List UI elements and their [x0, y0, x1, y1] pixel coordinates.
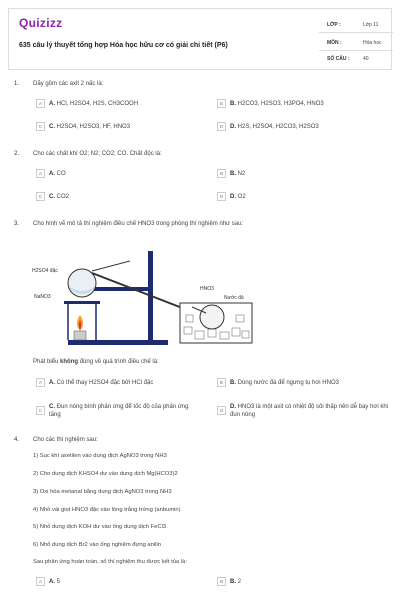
document-title: 635 câu lý thuyết tổng hợp Hóa học hữu cơ có giải chi tiết (P6)	[19, 42, 228, 49]
option-value: Có thể thay H2SO4 đặc bởi HCl đặc	[56, 380, 154, 386]
option-label: B.	[230, 380, 236, 386]
option-label: B.	[230, 579, 236, 585]
option-text	[230, 123, 319, 131]
option-value: 5	[56, 579, 61, 585]
option-text	[230, 193, 246, 201]
experiment-statement: 3) Oxi hóa metanal bằng dung dịch AgNO3 trong NH3	[33, 489, 172, 495]
retort-neck	[92, 273, 190, 311]
answer-option-d[interactable]	[217, 402, 387, 422]
option-letter-box: A	[36, 99, 45, 108]
option-text	[230, 578, 241, 586]
option-text	[49, 100, 138, 108]
option-letter-box: D	[217, 192, 226, 201]
option-value: N2	[237, 171, 246, 177]
document-header	[8, 8, 392, 70]
meta-value: Lớp 11	[363, 22, 379, 28]
option-letter-box: C	[36, 406, 45, 415]
option-value: H2CO3, H2SO3, H3PO4, HNO3	[237, 101, 324, 107]
experiment-statement: 4) Nhỏ vài giọt HNO3 đặc vào lòng trắng trứng (anbumin)	[33, 507, 181, 513]
question-text: Dãy gồm các axit 2 nấc là:	[33, 81, 104, 87]
option-label: C.	[49, 124, 55, 130]
option-text	[49, 170, 66, 178]
option-value: HNO3 là một axit có nhiệt độ sôi thấp nên dễ bay hơi khi đun nóng	[230, 404, 389, 418]
option-letter-box: B	[217, 169, 226, 178]
figure-label-product: HNO3	[200, 286, 214, 292]
question-text: Cho các thí nghiệm sau:	[33, 437, 98, 443]
option-letter-box: A	[36, 169, 45, 178]
option-value: H2SO4, H2SO3, HF, HNO3	[56, 124, 131, 130]
option-letter-box: D	[217, 122, 226, 131]
option-value: Đun nóng bình phản ứng để tốc độ của phản ứng tăng	[49, 404, 189, 418]
option-letter-box: A	[36, 378, 45, 387]
experiment-statement: 5) Nhỏ dung dịch KOH dư vào ống dung dịch FeCl3	[33, 524, 167, 530]
option-value: 2	[237, 579, 242, 585]
collection-flask	[200, 305, 224, 329]
prompt-emphasis: không	[60, 359, 79, 365]
experiment-statement: 2) Cho dung dịch KHSO4 dư vào dung dịch Mg(HCO3)2	[33, 471, 178, 477]
prompt-post: đúng về quá trình điều chế là:	[78, 359, 159, 365]
meta-row-class	[319, 17, 393, 33]
option-letter-box: B	[217, 378, 226, 387]
option-label: D.	[230, 404, 236, 410]
option-value: HCl, H2SO4, H2S, CH3COOH	[56, 101, 139, 107]
option-value: CO	[56, 171, 66, 177]
meta-row-subject	[319, 35, 393, 51]
clamp-arm	[90, 287, 152, 291]
question-number: 1.	[14, 81, 20, 87]
prompt-pre: Phát biểu	[33, 359, 61, 365]
hno3-apparatus-figure	[30, 243, 260, 348]
option-letter-box: B	[217, 99, 226, 108]
tripod-ring	[64, 301, 100, 304]
option-label: A.	[49, 171, 55, 177]
meta-key: SỐ CÂU :	[327, 56, 350, 62]
option-value: Dùng nước đá để ngưng tụ hơi HNO3	[237, 380, 339, 386]
quizizz-logo: Quizizz	[19, 16, 63, 30]
experiment-statement: 6) Nhỏ dung dịch Br2 vào ống nghiệm đựng anilin	[33, 542, 161, 548]
option-label: A.	[49, 380, 55, 386]
option-label: C.	[49, 404, 55, 410]
meta-row-count	[319, 51, 393, 67]
option-label: A.	[49, 579, 55, 585]
option-value: H2S, H2SO4, H2CO3, H2SO3	[237, 124, 319, 130]
option-letter-box: A	[36, 577, 45, 586]
option-label: B.	[230, 101, 236, 107]
option-label: A.	[49, 101, 55, 107]
answer-option-c[interactable]	[36, 402, 206, 422]
option-label: C.	[49, 194, 55, 200]
figure-label-ice: Nước đá	[224, 295, 244, 301]
question-number: 2.	[14, 151, 20, 157]
option-letter-box: D	[217, 406, 226, 415]
option-value: O2	[237, 194, 246, 200]
option-label: D.	[230, 124, 236, 130]
option-text	[230, 100, 324, 108]
question-number: 3.	[14, 221, 20, 227]
option-text	[49, 379, 153, 387]
question-prompt: Sau phản ứng hoàn toàn, số thí nghiệm thu được kết tủa là:	[33, 559, 188, 565]
burner	[74, 331, 86, 340]
experiment-statement: 1) Sục khí axetilen vào dung dịch AgNO3 trong NH3	[33, 453, 167, 459]
option-text	[230, 170, 245, 178]
question-prompt	[33, 357, 373, 367]
question-text: Cho hình vẽ mô tả thí nghiệm điều chế HNO3 trong phòng thí nghiệm như sau:	[33, 221, 244, 227]
question-number: 4.	[14, 437, 20, 443]
option-text	[49, 403, 199, 419]
option-text	[230, 379, 339, 387]
option-letter-box: B	[217, 577, 226, 586]
option-text	[230, 403, 392, 419]
figure-label-acid: H2SO4 đặc	[32, 268, 58, 274]
question-text: Cho các chất khí O2; N2; CO2; CO. Chất độc là:	[33, 151, 162, 157]
option-value: CO2	[56, 194, 70, 200]
option-text	[49, 123, 130, 131]
option-text	[49, 578, 60, 586]
meta-value: 40	[363, 56, 369, 62]
meta-key: LỚP :	[327, 22, 341, 28]
option-letter-box: C	[36, 122, 45, 131]
option-label: B.	[230, 171, 236, 177]
figure-label-salt: NaNO3	[34, 294, 51, 300]
option-label: D.	[230, 194, 236, 200]
option-text	[49, 193, 69, 201]
meta-key: MÔN :	[327, 40, 342, 46]
option-letter-box: C	[36, 192, 45, 201]
meta-value: Hóa học	[363, 40, 382, 46]
